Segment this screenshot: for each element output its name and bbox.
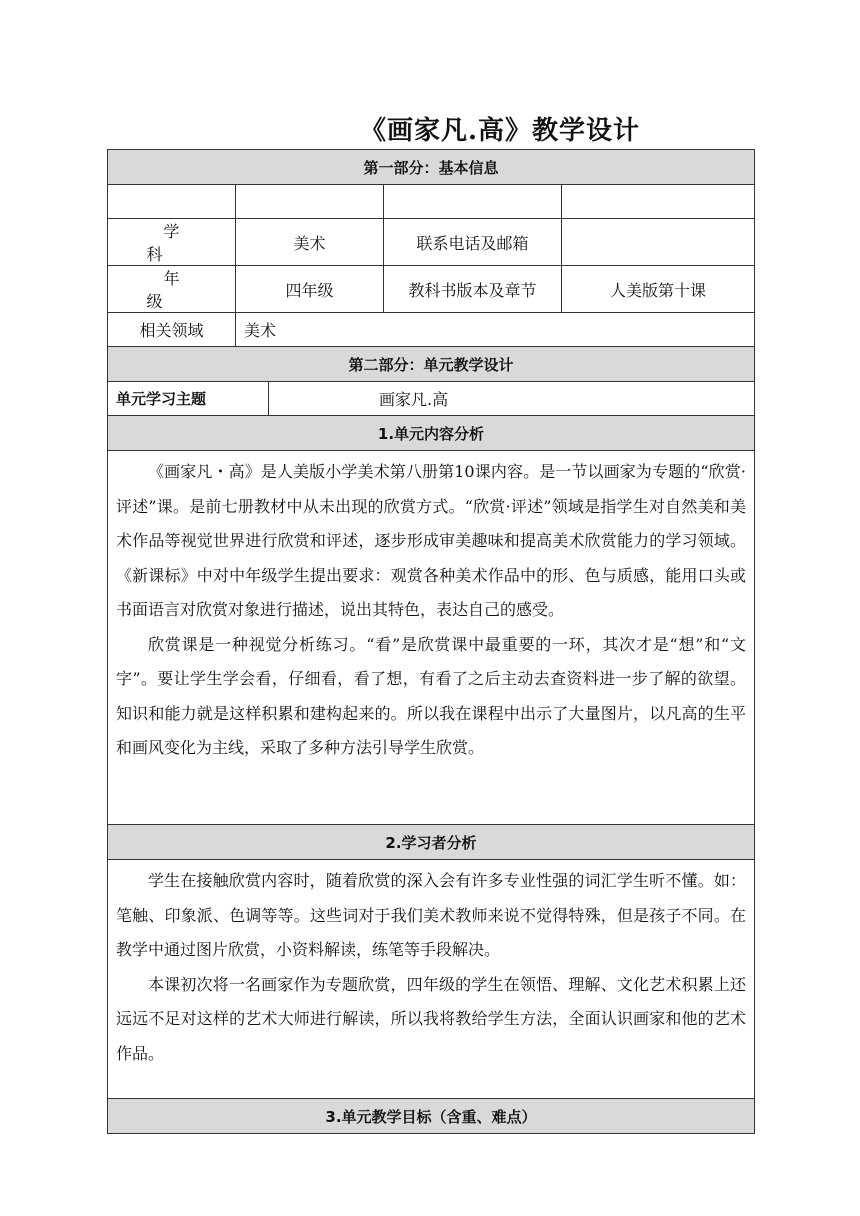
grade-value: 四年级 [236,266,384,313]
part2-header: 第二部分：单元教学设计 [108,347,755,382]
section1-header: 1.单元内容分析 [108,416,755,451]
blank-cell [108,185,236,219]
grade-row [108,266,755,313]
textbook-label: 教科书版本及章节 [384,266,562,313]
subject-value: 美术 [236,219,384,266]
theme-label: 单元学习主题 [108,382,269,416]
blank-row [108,185,755,219]
subject-label: 学 科 [108,219,236,266]
textbook-value: 人美版第十课 [562,266,755,313]
contact-value [562,219,755,266]
grade-label: 年 级 [108,266,236,313]
subject-row [108,219,755,266]
field-label: 相关领域 [108,313,236,347]
section2-paragraph: 学生在接触欣赏内容时，随着欣赏的深入会有许多专业性强的词汇学生听不懂。如：笔触、印象派、色调等等。这些词对于我们美术教师来说不觉得特殊，但是孩子不同。在教学中通过图片欣赏，小资料解读，练笔等手段解决。 [116,871,746,959]
section1-paragraph: 《画家凡・高》是人美版小学美术第八册第10课内容。是一节以画家为专题的“欣赏·评述”课。是前七册教材中从未出现的欣赏方式。“欣赏·评述”领域是指学生对自然美和美术作品等视觉世界进行欣赏和评述，逐步形成审美趣味和提高美术欣赏能力的学习领域。《新课标》中对中年级学生提出要求：观赏各种美术作品中的形、色与质感，能用口头或书面语言对欣赏对象进行描述，说出其特色，表达自己的感受。 [116,462,746,619]
blank-cell [384,185,562,219]
field-row [108,313,755,347]
section2-paragraph: 本课初次将一名画家作为专题欣赏，四年级的学生在领悟、理解、文化艺术积累上还远远不足对这样的艺术大师进行解读，所以我将教给学生方法，全面认识画家和他的艺术作品。 [116,974,746,1063]
part1-header: 第一部分：基本信息 [108,150,755,185]
section2-header: 2.学习者分析 [108,825,755,860]
blank-cell [236,185,384,219]
section1-paragraph: 欣赏课是一种视觉分析练习。“看”是欣赏课中最重要的一环，其次才是“想”和“文字”。要让学生学会看，仔细看，看了想，有看了之后主动去查资料进一步了解的欲望。知识和能力就是这样积累和建构起来的。所以我在课程中出示了大量图片，以凡高的生平和画风变化为主线，采取了多种方法引导学生欣赏。 [116,634,746,757]
field-value: 美术 [236,313,755,347]
contact-label: 联系电话及邮箱 [384,219,562,266]
theme-row [108,382,755,416]
document-title: 《画家凡.高》教学设计 [360,116,641,146]
section3-header: 3.单元教学目标（含重、难点） [108,1099,755,1134]
theme-value: 画家凡.高 [269,382,755,416]
lesson-plan-table [107,149,755,1134]
section2-body [108,860,755,1099]
blank-cell [562,185,755,219]
section1-body [108,451,755,825]
